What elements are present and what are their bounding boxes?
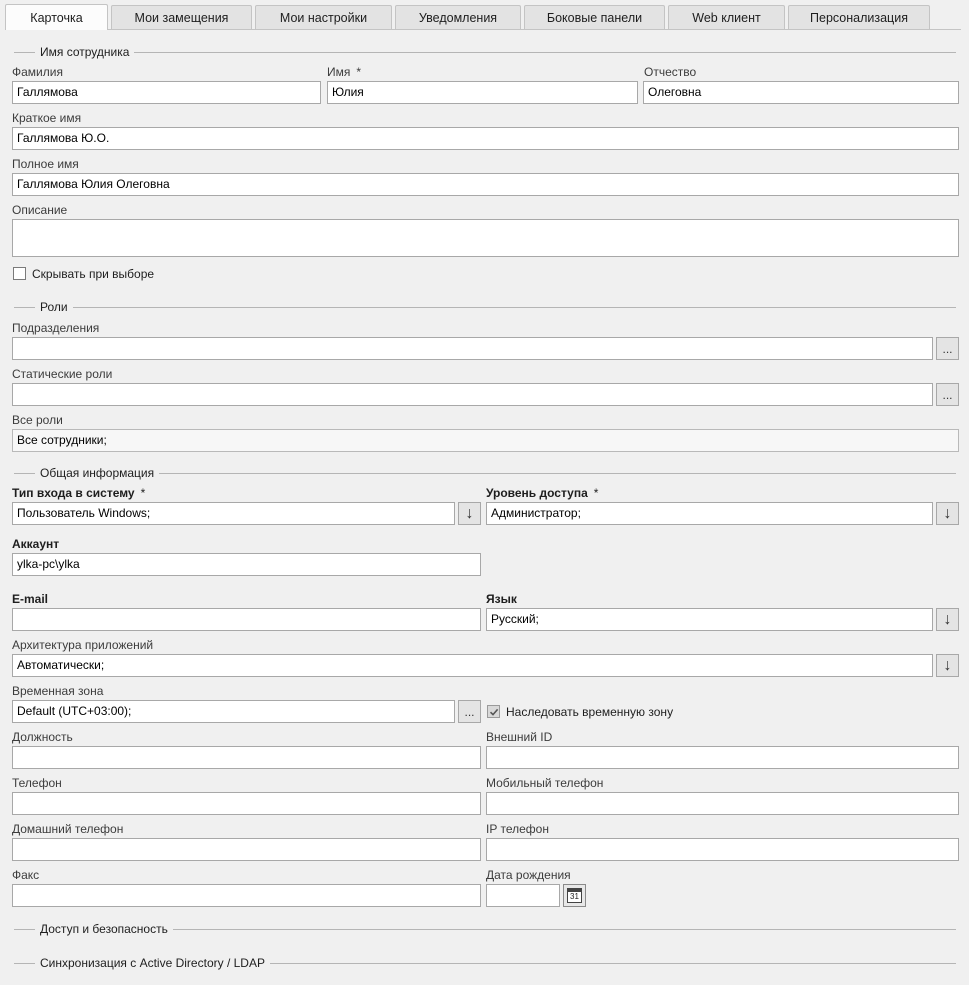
access-level-label-text: Уровень доступа [486,486,588,500]
login-type-label [12,486,145,500]
arrow-down-icon: ↓ [943,504,952,522]
tab-personalization[interactable]: Персонализация [788,5,930,29]
mobile-phone-input[interactable] [486,792,959,815]
mobile-phone-label: Мобильный телефон [486,776,604,790]
app-architecture-dropdown-button[interactable] [936,654,959,677]
last-name-input[interactable]: Галлямова [12,81,321,104]
description-textarea[interactable] [12,219,959,257]
arrow-down-icon: ↓ [465,504,474,522]
departments-browse-button[interactable]: ... [936,337,959,360]
language-label: Язык [486,592,517,606]
departments-label: Подразделения [12,321,100,335]
tab-my-settings[interactable]: Мои настройки [255,5,392,29]
phone-label: Телефон [12,776,62,790]
external-id-label: Внешний ID [486,730,553,744]
short-name-input[interactable]: Галлямова Ю.О. [12,127,959,150]
section-divider [14,52,956,53]
hide-on-select-label: Скрывать при выборе [32,267,155,281]
language-input[interactable]: Русский; [486,608,933,631]
section-title-ad-ldap-sync[interactable]: Синхронизация с Active Directory / LDAP [35,956,270,970]
tab-notifications[interactable]: Уведомления [395,5,521,29]
position-input[interactable] [12,746,481,769]
section-title-general: Общая информация [35,466,159,480]
all-roles-field: Все сотрудники; [12,429,959,452]
calendar-icon [567,888,582,903]
timezone-input[interactable]: Default (UTC+03:00); [12,700,455,723]
access-level-input[interactable]: Администратор; [486,502,933,525]
section-divider [14,307,956,308]
position-label: Должность [12,730,73,744]
full-name-label: Полное имя [12,157,79,171]
checkmark-icon [489,707,499,717]
access-level-dropdown-button[interactable] [936,502,959,525]
app-architecture-input[interactable]: Автоматически; [12,654,933,677]
timezone-label: Временная зона [12,684,104,698]
fax-input[interactable] [12,884,481,907]
calendar-button[interactable] [563,884,586,907]
home-phone-input[interactable] [12,838,481,861]
full-name-input[interactable]: Галлямова Юлия Олеговна [12,173,959,196]
login-type-label-text: Тип входа в систему [12,486,135,500]
inherit-timezone-checkbox[interactable] [487,705,500,718]
fax-label: Факс [12,868,40,882]
external-id-input[interactable] [486,746,959,769]
account-label: Аккаунт [12,537,60,551]
first-name-input[interactable]: Юлия [327,81,638,104]
login-type-input[interactable]: Пользователь Windows; [12,502,455,525]
ip-phone-label: IP телефон [486,822,549,836]
birthday-label: Дата рождения [486,868,571,882]
birthday-input[interactable] [486,884,560,907]
tab-strip-border [5,29,961,30]
inherit-timezone-label: Наследовать временную зону [506,705,674,719]
arrow-down-icon: ↓ [943,610,952,628]
language-dropdown-button[interactable] [936,608,959,631]
hide-on-select-checkbox[interactable] [13,267,26,280]
ip-phone-input[interactable] [486,838,959,861]
static-roles-browse-button[interactable]: ... [936,383,959,406]
arrow-down-icon: ↓ [943,656,952,674]
access-level-label [486,486,598,500]
tab-side-panels[interactable]: Боковые панели [524,5,665,29]
required-mark: * [593,486,599,500]
required-mark: * [356,65,362,79]
tab-card[interactable]: Карточка [5,4,108,30]
tab-my-substitutions[interactable]: Мои замещения [111,5,252,29]
phone-input[interactable] [12,792,481,815]
tab-web-client[interactable]: Web клиент [668,5,785,29]
all-roles-label: Все роли [12,413,63,427]
required-mark: * [140,486,146,500]
calendar-day-number: 31 [570,892,579,901]
account-input[interactable]: ylka-pc\ylka [12,553,481,576]
static-roles-label: Статические роли [12,367,113,381]
short-name-label: Краткое имя [12,111,82,125]
middle-name-input[interactable]: Олеговна [643,81,959,104]
timezone-browse-button[interactable]: ... [458,700,481,723]
description-label: Описание [12,203,68,217]
departments-input[interactable] [12,337,933,360]
static-roles-input[interactable] [12,383,933,406]
section-title-access-security[interactable]: Доступ и безопасность [35,922,173,936]
email-label: E-mail [12,592,49,606]
last-name-label: Фамилия [12,65,63,79]
app-architecture-label: Архитектура приложений [12,638,154,652]
section-title-employee-name: Имя сотрудника [35,45,134,59]
home-phone-label: Домашний телефон [12,822,124,836]
first-name-label-text: Имя [327,65,351,79]
login-type-dropdown-button[interactable] [458,502,481,525]
section-title-roles: Роли [35,300,73,314]
email-input[interactable] [12,608,481,631]
middle-name-label: Отчество [644,65,697,79]
first-name-label [327,65,361,79]
